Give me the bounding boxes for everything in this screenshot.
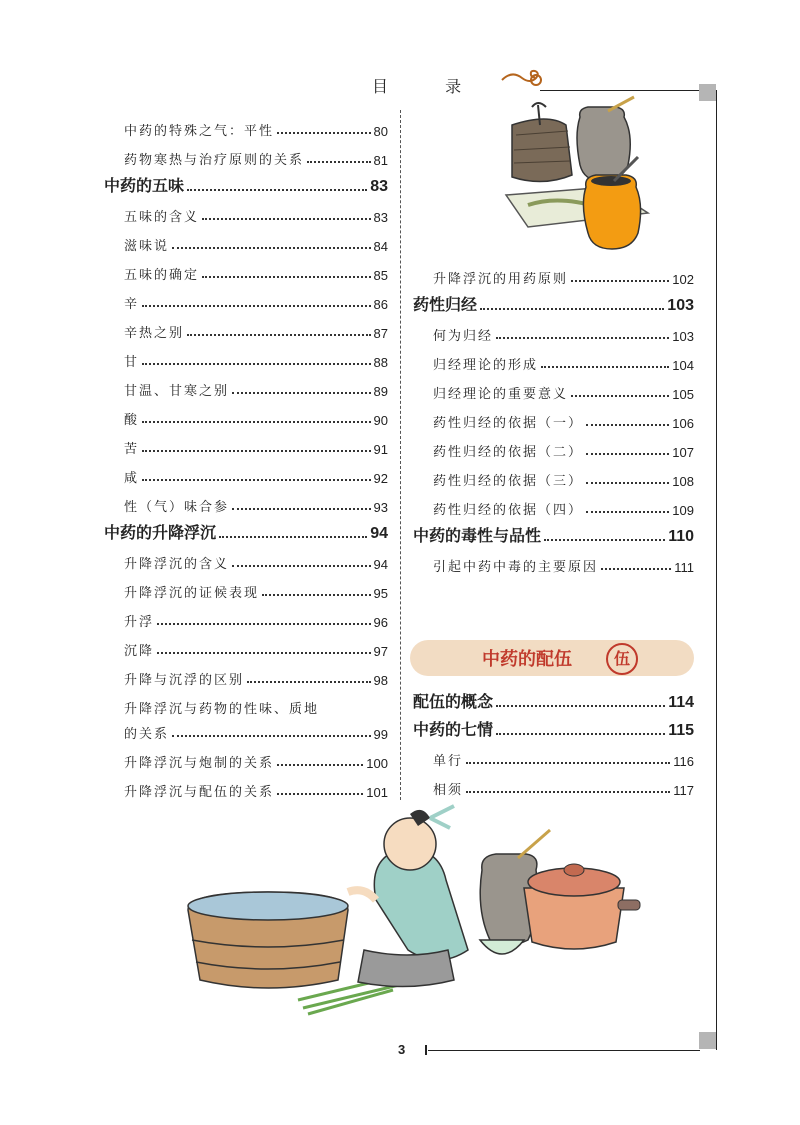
leader-dots (571, 395, 669, 397)
toc-entry-label: 升降浮沉与炮制的关系 (124, 756, 275, 771)
toc-entry-label: 药物寒热与治疗原则的关系 (124, 153, 305, 168)
toc-entry-page: 95 (373, 586, 388, 601)
leader-dots (466, 762, 670, 764)
chapter-number-badge: 伍 (606, 643, 638, 675)
toc-entry[interactable] (104, 283, 388, 312)
toc-entry[interactable] (104, 457, 388, 486)
leader-dots (142, 450, 371, 452)
toc-right-column (413, 258, 694, 575)
toc-entry-page: 100 (366, 756, 388, 771)
right-rule (716, 90, 717, 1050)
toc-entry-page: 107 (672, 445, 694, 460)
medicine-jars-illustration (488, 95, 688, 255)
column-divider (400, 110, 401, 800)
leader-dots (247, 681, 371, 683)
leader-dots (541, 366, 669, 368)
leader-dots (219, 536, 367, 538)
toc-entry[interactable] (104, 572, 388, 601)
toc-entry[interactable] (413, 402, 694, 431)
toc-entry-page: 111 (674, 560, 694, 575)
toc-entry[interactable] (104, 110, 388, 139)
toc-entry-page: 109 (672, 503, 694, 518)
swirl-ornament-icon (500, 66, 544, 94)
page-title: 目 录 (372, 77, 488, 96)
toc-entry[interactable] (104, 312, 388, 341)
toc-entry[interactable] (413, 431, 694, 460)
toc-entry-label: 苦 (124, 442, 140, 457)
toc-entry-label: 归经理论的形成 (433, 358, 539, 373)
leader-dots (232, 508, 371, 510)
leader-dots (586, 424, 669, 426)
toc-entry[interactable] (413, 373, 694, 402)
toc-entry-label: 沉降 (124, 644, 155, 659)
page-number: 3 (398, 1042, 406, 1057)
toc-entry-label: 升降浮沉与药物的性味、质地 (124, 702, 320, 717)
toc-entry-page: 115 (668, 722, 694, 739)
toc-section-entry[interactable] (104, 515, 388, 543)
toc-entry-label: 升降浮沉的证候表现 (124, 586, 260, 601)
toc-entry[interactable] (413, 460, 694, 489)
leader-dots (232, 565, 371, 567)
leader-dots (480, 308, 664, 310)
leader-dots (601, 568, 671, 570)
toc-entry-label: 中药的特殊之气：平性 (124, 124, 275, 139)
toc-entry-label: 辛 (124, 297, 140, 312)
leader-dots (157, 623, 371, 625)
toc-entry-label: 中药的七情 (413, 720, 494, 739)
toc-entry[interactable] (413, 258, 694, 287)
toc-entry[interactable] (104, 630, 388, 659)
toc-entry-page: 104 (672, 358, 694, 373)
toc-section-entry[interactable] (413, 518, 694, 546)
toc-entry-page: 110 (668, 528, 694, 545)
toc-right-column-chapter (413, 684, 694, 798)
toc-section-entry[interactable] (413, 712, 694, 740)
leader-dots (496, 337, 669, 339)
leader-dots (307, 161, 371, 163)
toc-entry-label: 药性归经的依据（一） (433, 416, 584, 431)
toc-entry-page: 80 (373, 124, 388, 139)
corner-block-bottom (699, 1032, 716, 1049)
toc-entry-label: 中药的升降浮沉 (104, 523, 217, 542)
toc-entry-label: 酸 (124, 413, 140, 428)
toc-entry-page: 108 (672, 474, 694, 489)
corner-block-top (699, 84, 716, 101)
toc-entry-page: 116 (673, 754, 694, 769)
toc-entry-label: 的关系 (124, 727, 170, 742)
toc-entry-page: 97 (373, 644, 388, 659)
leader-dots (586, 482, 669, 484)
toc-entry-label: 归经理论的重要意义 (433, 387, 569, 402)
toc-entry-page: 92 (373, 471, 388, 486)
leader-dots (142, 421, 371, 423)
toc-entry[interactable] (104, 139, 388, 168)
toc-entry-page: 101 (366, 785, 388, 800)
toc-entry[interactable] (104, 601, 388, 630)
toc-entry-label: 何为归经 (433, 329, 494, 344)
toc-entry-label: 滋味说 (124, 239, 170, 254)
toc-section-entry[interactable] (413, 684, 694, 712)
leader-dots (496, 733, 665, 735)
herbalist-illustration (178, 800, 648, 1030)
toc-entry-label: 升浮 (124, 615, 155, 630)
leader-dots (586, 511, 669, 513)
toc-entry-label: 药性归经的依据（二） (433, 445, 584, 460)
top-rule (540, 90, 716, 91)
toc-entry-page: 83 (370, 178, 388, 195)
toc-entry[interactable] (104, 428, 388, 457)
leader-dots (277, 764, 363, 766)
toc-entry-label: 五味的含义 (124, 210, 200, 225)
toc-entry-page: 86 (373, 297, 388, 312)
toc-entry-label: 药性归经的依据（三） (433, 474, 584, 489)
toc-entry-page: 93 (373, 500, 388, 515)
leader-dots (142, 305, 371, 307)
toc-entry-label: 中药的五味 (104, 176, 185, 195)
leader-dots (157, 652, 371, 654)
toc-entry-label: 五味的确定 (124, 268, 200, 283)
leader-dots (142, 363, 371, 365)
toc-entry[interactable] (104, 225, 388, 254)
leader-dots (277, 793, 363, 795)
leader-dots (496, 705, 665, 707)
toc-entry-label: 甘温、甘寒之别 (124, 384, 230, 399)
chapter-banner[interactable] (410, 640, 694, 676)
footer-rule (428, 1050, 700, 1051)
toc-entry[interactable] (104, 742, 388, 771)
toc-entry-page: 88 (373, 355, 388, 370)
leader-dots (172, 247, 371, 249)
toc-entry[interactable] (104, 771, 388, 800)
leader-dots (571, 280, 669, 282)
leader-dots (202, 218, 371, 220)
toc-entry-page: 98 (373, 673, 388, 688)
toc-entry-page: 114 (668, 694, 694, 711)
toc-entry[interactable] (413, 315, 694, 344)
toc-entry-page: 91 (373, 442, 388, 457)
toc-entry[interactable] (104, 254, 388, 283)
leader-dots (466, 791, 670, 793)
toc-entry-page: 94 (373, 557, 388, 572)
toc-entry[interactable] (413, 546, 694, 575)
toc-entry[interactable] (413, 489, 694, 518)
toc-left-column (104, 110, 388, 800)
toc-entry-label: 升降浮沉的含义 (124, 557, 230, 572)
toc-entry[interactable] (104, 341, 388, 370)
toc-entry-wrapped-line1[interactable] (104, 688, 388, 717)
leader-dots (142, 479, 371, 481)
toc-entry[interactable] (413, 344, 694, 373)
leader-dots (277, 132, 371, 134)
toc-entry-label: 升降浮沉与配伍的关系 (124, 785, 275, 800)
toc-entry-label: 升降浮沉的用药原则 (433, 272, 569, 287)
toc-entry-wrapped-line2[interactable] (104, 717, 388, 742)
toc-entry-label: 单行 (433, 754, 464, 769)
toc-entry-label: 性（气）味合参 (124, 500, 230, 515)
toc-entry-page: 89 (373, 384, 388, 399)
toc-entry-page: 84 (373, 239, 388, 254)
toc-entry-page: 96 (373, 615, 388, 630)
toc-entry[interactable] (104, 659, 388, 688)
leader-dots (187, 189, 367, 191)
toc-entry-page: 83 (373, 210, 388, 225)
toc-entry[interactable] (104, 196, 388, 225)
toc-entry-label: 引起中药中毒的主要原因 (433, 560, 599, 575)
chapter-title: 中药的配伍 (482, 649, 572, 670)
toc-section-entry[interactable] (413, 287, 694, 315)
leader-dots (232, 392, 371, 394)
toc-entry-label: 升降与沉浮的区别 (124, 673, 245, 688)
toc-entry-label: 药性归经 (413, 295, 478, 314)
toc-entry-page: 90 (373, 413, 388, 428)
leader-dots (187, 334, 371, 336)
toc-entry[interactable] (413, 769, 694, 798)
toc-entry-page: 85 (373, 268, 388, 283)
toc-entry-page: 81 (373, 153, 388, 168)
toc-entry[interactable] (104, 543, 388, 572)
leader-dots (202, 276, 371, 278)
toc-entry-label: 甘 (124, 355, 140, 370)
toc-entry-label: 中药的毒性与品性 (413, 526, 542, 545)
toc-entry-page: 106 (672, 416, 694, 431)
leader-dots (172, 735, 371, 737)
toc-entry-label: 配伍的概念 (413, 692, 494, 711)
leader-dots (544, 539, 665, 541)
leader-dots (586, 453, 669, 455)
toc-entry-page: 103 (667, 297, 694, 314)
toc-entry-page: 87 (373, 326, 388, 341)
toc-entry-label: 药性归经的依据（四） (433, 503, 584, 518)
toc-entry-page: 105 (672, 387, 694, 402)
toc-entry-page: 94 (370, 525, 388, 542)
toc-entry[interactable] (104, 370, 388, 399)
footer-rule-tick (425, 1045, 427, 1055)
toc-entry-label: 辛热之别 (124, 326, 185, 341)
toc-entry-page: 103 (672, 329, 694, 344)
toc-entry[interactable] (104, 486, 388, 515)
toc-entry-page: 117 (673, 783, 694, 798)
toc-entry-label: 咸 (124, 471, 140, 486)
toc-entry[interactable] (413, 740, 694, 769)
toc-entry-page: 99 (373, 727, 388, 742)
toc-entry[interactable] (104, 399, 388, 428)
toc-section-entry[interactable] (104, 168, 388, 196)
leader-dots (262, 594, 371, 596)
toc-entry-page: 102 (672, 272, 694, 287)
toc-entry-label: 相须 (433, 783, 464, 798)
